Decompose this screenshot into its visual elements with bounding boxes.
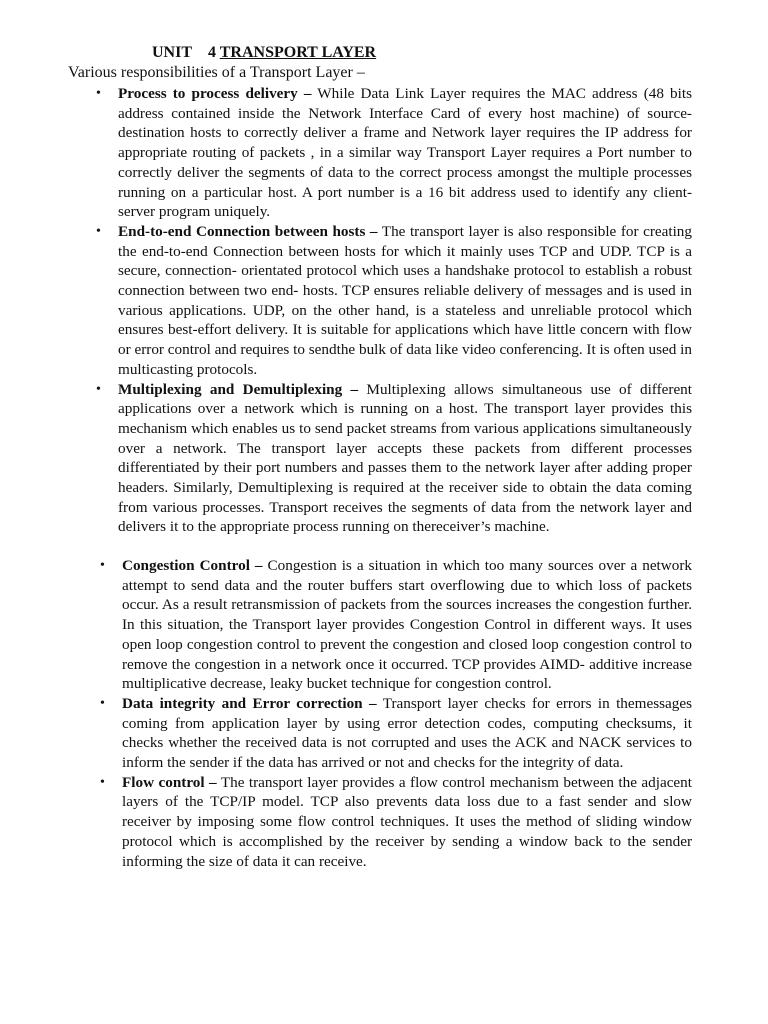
bullet-icon: •: [100, 774, 105, 790]
bullet-icon: •: [96, 223, 101, 239]
item-text: Transport layer checks for errors in themessages coming from application layer by using error detection codes, computing checksums, it checks whether the received data is not corrupted and uses the ACK and NACK services to inform the sender if the data has arrived or not and checks for the integrity of data.: [122, 694, 693, 772]
item-term: Flow control –: [122, 773, 217, 791]
item-term: Process to process delivery –: [118, 85, 312, 102]
item-term: Congestion Control –: [122, 557, 263, 574]
bullet-icon: •: [96, 381, 101, 397]
list-item-data-integrity: [100, 694, 693, 773]
unit-heading: [152, 44, 376, 62]
item-text: While Data Link Layer requires the MAC address (48 bits address contained inside the Network Interface Card of every host machine) of source-destination hosts to correctly deliver a frame and Network layer requires the IP address for appropriate routing of packets , in a similar way Transport Layer requires a Port number to correctly deliver the segments of data to the correct process amongst the multiple processes running on a particular host. A port number is a 16 bit address used to identify any client-server program uniquely.: [118, 85, 692, 221]
item-term: Multiplexing and Demultiplexing –: [118, 380, 359, 398]
item-term: End-to-end Connection between hosts –: [118, 222, 378, 240]
intro-line: Various responsibilities of a Transport Layer –: [68, 64, 365, 81]
unit-number: 4: [208, 44, 217, 61]
responsibility-list-continued: [0, 556, 692, 871]
list-item-multiplexing: [96, 380, 692, 538]
item-text: Congestion is a situation in which too many sources over a network attempt to send data and the router buffers start overflowing due to which loss of packets occur. As a result retransmission of packets from the sources increases the congestion further. In this situation, the Transport layer provides Congestion Control in different ways. It uses open loop congestion control to prevent the congestion and closed loop congestion control to remove the congestion in a network once it occurred. TCP provides AIMD- additive increase multiplicative decrease, leaky bucket technique for congestion control.: [122, 557, 692, 693]
bullet-icon: •: [100, 695, 105, 711]
unit-label: UNIT: [152, 44, 193, 61]
item-text: The transport layer is also responsible for creating the end-to-end Connection between hosts for which it mainly uses TCP and UDP. TCP is a secure, connection- orientated protocol which uses a handshake protocol to establish a robust connection between two end- hosts. TCP ensures reliable delivery of messages and is used in various applications. UDP, on the other hand, is a stateless and unreliable protocol which ensures best-effort delivery. It is suitable for applications which have little concern with flow or error control and requires to sendthe bulk of data like video conferencing. It is often used in multicasting protocols.: [118, 222, 692, 378]
responsibility-list: [0, 84, 692, 537]
list-item-flow-control: [100, 773, 692, 872]
list-item-end-to-end: [96, 222, 692, 380]
list-item-process-delivery: [96, 84, 692, 222]
unit-title: TRANSPORT LAYER: [219, 44, 377, 61]
bullet-icon: •: [96, 86, 101, 101]
item-text: Multiplexing allows simultaneous use of different applications over a network which is running on a host. The transport layer provides this mechanism which enables us to send packet streams from various applications simultaneously over a network. The transport layer accepts these packets from different processes differentiated by their port numbers and passes them to the network layer after adding proper headers. Similarly, Demultiplexing is required at the receiver side to obtain the data coming from various processes. Transport receives the segments of data from the network layer and delivers it to the appropriate process running on thereceiver’s machine.: [118, 380, 692, 536]
item-term: Data integrity and Error correction –: [122, 694, 377, 712]
list-item-congestion-control: [100, 556, 692, 694]
item-text: The transport layer provides a flow control mechanism between the adjacent layers of the TCP/IP model. TCP also prevents data loss due to a fast sender and slow receiver by imposing some flow control techniques. It uses the method of sliding window protocol which is accomplished by the receiver by sending a window back to the sender informing the size of data it can receive.: [122, 773, 692, 870]
bullet-icon: •: [100, 558, 105, 573]
